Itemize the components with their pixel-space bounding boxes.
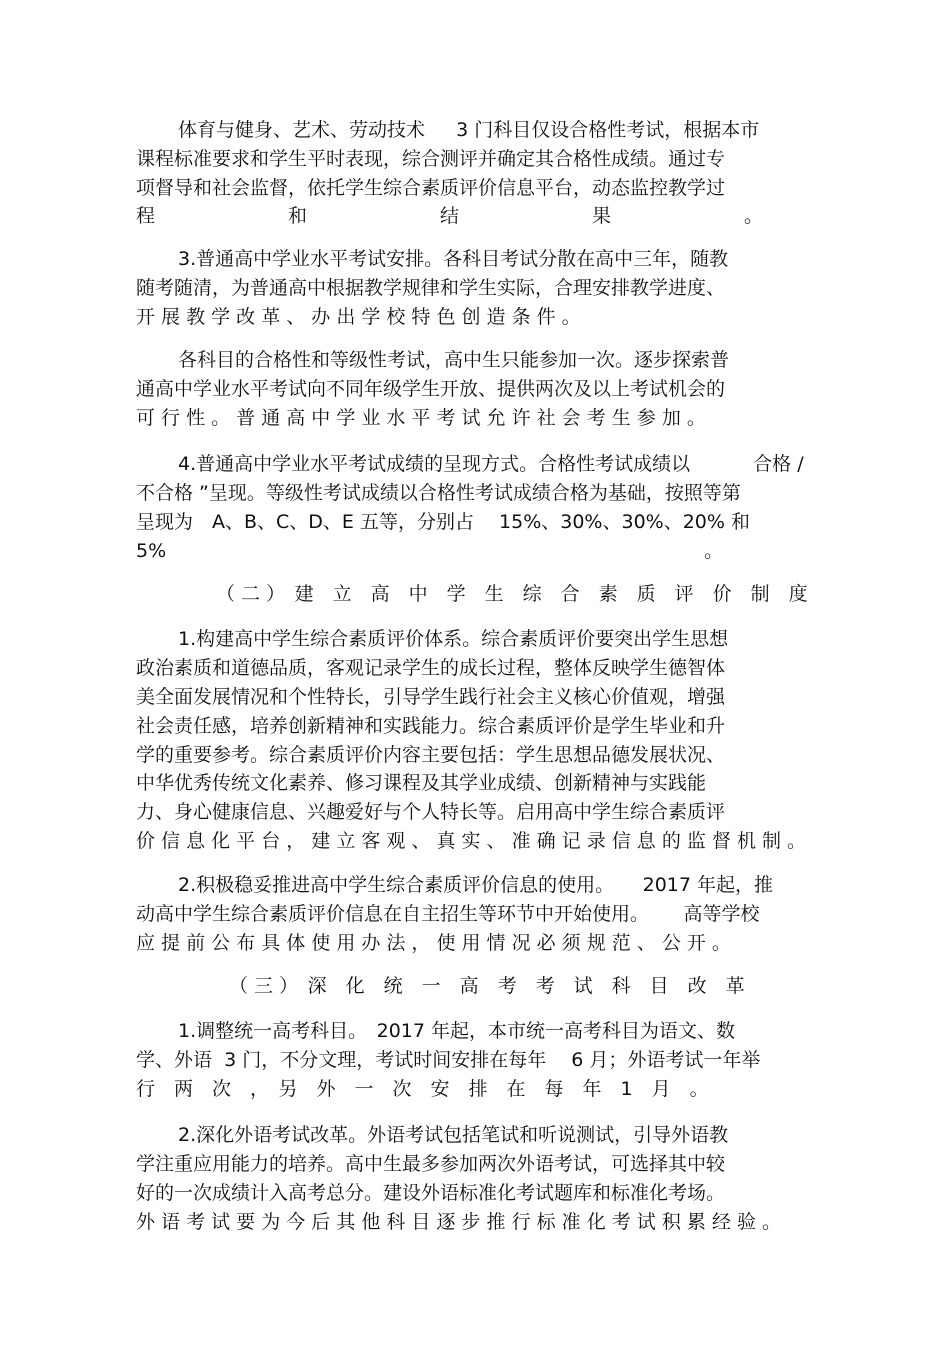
paragraph-7-line-3: 行 两 次 ， 另 外 一 次 安 排 在 每 年 1 月 。 — [136, 1078, 709, 1100]
paragraph-5-line-6: 中华优秀传统文化素养、修习课程及其学业成绩、创新精神与实践能 — [136, 772, 707, 794]
paragraph-5-line-5: 学的重要参考。综合素质评价内容主要包括：学生思想品德发展状况、 — [136, 744, 726, 766]
paragraph-5-line-3: 美全面发展情况和个性特长，引导学生践行社会主义核心价值观，增强 — [136, 686, 726, 708]
paragraph-1-line-4: 程 和 结 果 。 — [136, 205, 764, 227]
paragraph-5-line-7: 力、身心健康信息、兴趣爱好与个人特长等。启用高中学生综合素质评 — [136, 801, 726, 823]
paragraph-5-line-1: 1.构建高中学生综合素质评价体系。综合素质评价要突出学生思想 — [178, 628, 729, 650]
section-heading-3: （ 三 ） 深 化 统 一 高 考 考 试 科 目 改 革 — [229, 975, 745, 997]
paragraph-1-line-1: 体育与健身、艺术、劳动技术 3 门科目仅设合格性考试，根据本市 — [178, 119, 760, 141]
paragraph-2-line-2: 随考随清，为普通高中根据教学规律和学生实际，合理安排教学进度、 — [136, 277, 726, 299]
paragraph-2-line-3: 开 展 教 学 改 革 、 办 出 学 校 特 色 创 造 条 件 。 — [136, 306, 581, 328]
paragraph-4-line-2: 不合格 ”呈现。等级性考试成绩以合格性考试成绩合格为基础，按照等第 — [136, 482, 741, 504]
section-heading-2: （ 二 ） 建 立 高 中 学 生 综 合 素 质 评 价 制 度 — [216, 583, 808, 605]
paragraph-8-line-3: 好的一次成绩计入高考总分。建设外语标准化考试题库和标准化考场。 — [136, 1182, 726, 1204]
paragraph-3-line-2: 通高中学业水平考试向不同年级学生开放、提供两次及以上考试机会的 — [136, 378, 726, 400]
paragraph-3-line-3: 可 行 性 。 普 通 高 中 学 业 水 平 考 试 允 许 社 会 考 生 参 加 。 — [136, 407, 706, 429]
paragraph-4-line-4: 5% 。 — [136, 540, 724, 562]
paragraph-8-line-2: 学注重应用能力的培养。高中生最多参加两次外语考试，可选择其中较 — [136, 1153, 726, 1175]
paragraph-6-line-2: 动高中学生综合素质评价信息在自主招生等环节中开始使用。 高等学校 — [136, 903, 760, 925]
paragraph-5-line-8: 价 信 息 化 平 台 ， 建 立 客 观 、 真 实 、 准 确 记 录 信 息 的 监 督 机 制 。 — [136, 830, 807, 852]
paragraph-7-line-2: 学、外语 3 门，不分文理，考试时间安排在每年 6 月；外语考试一年举 — [136, 1049, 761, 1071]
paragraph-1-line-3: 项督导和社会监督，依托学生综合素质评价信息平台，动态监控教学过 — [136, 177, 726, 199]
paragraph-6-line-1: 2.积极稳妥推进高中学生综合素质评价信息的使用。 2017 年起，推 — [178, 874, 774, 896]
paragraph-4-line-1: 4.普通高中学业水平考试成绩的呈现方式。合格性考试成绩以 合格 / — [178, 453, 804, 475]
paragraph-8-line-4: 外 语 考 试 要 为 今 后 其 他 科 目 逐 步 推 行 标 准 化 考 试 积 累 经 验 。 — [136, 1211, 781, 1233]
paragraph-4-line-3: 呈现为 A、B、C、D、E 五等，分别占 15%、30%、30%、20% 和 — [136, 511, 750, 533]
paragraph-8-line-1: 2.深化外语考试改革。外语考试包括笔试和听说测试，引导外语教 — [178, 1124, 729, 1146]
paragraph-7-line-1: 1.调整统一高考科目。 2017 年起，本市统一高考科目为语文、数 — [178, 1020, 736, 1042]
paragraph-6-line-3: 应 提 前 公 布 具 体 使 用 办 法 ， 使 用 情 况 必 须 规 范 、 公 开 。 — [136, 932, 731, 954]
paragraph-2-line-1: 3.普通高中学业水平考试安排。各科目考试分散在高中三年，随教 — [178, 248, 729, 270]
paragraph-1-line-2: 课程标准要求和学生平时表现，综合测评并确定其合格性成绩。通过专 — [136, 148, 726, 170]
paragraph-5-line-2: 政治素质和道德品质，客观记录学生的成长过程，整体反映学生德智体 — [136, 657, 726, 679]
paragraph-5-line-4: 社会责任感，培养创新精神和实践能力。综合素质评价是学生毕业和升 — [136, 715, 726, 737]
paragraph-3-line-1: 各科目的合格性和等级性考试，高中生只能参加一次。逐步探索普 — [178, 349, 730, 371]
